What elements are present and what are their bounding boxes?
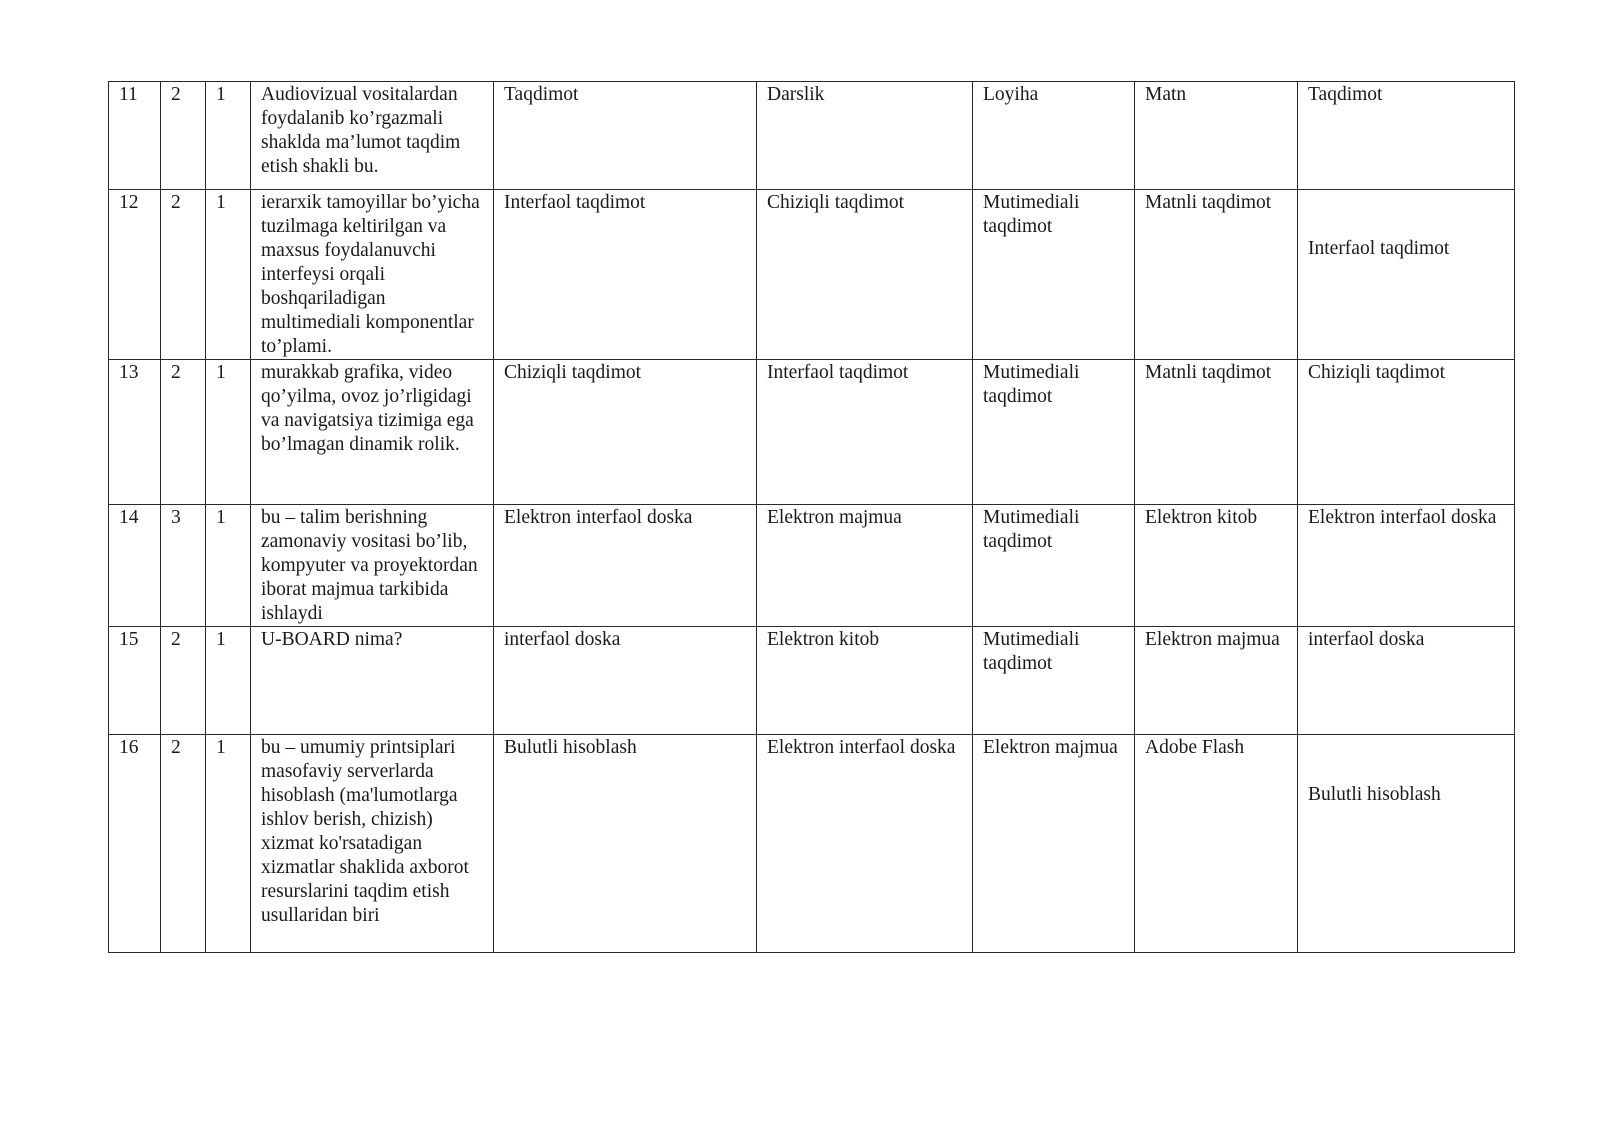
question-number: 16: [109, 735, 161, 953]
option-d: Elektron majmua: [1135, 627, 1298, 735]
option-a: Elektron interfaol doska: [494, 505, 757, 627]
option-b: Elektron interfaol doska: [757, 735, 973, 953]
question-text: U-BOARD nima?: [251, 627, 494, 735]
score-value: 1: [206, 82, 251, 190]
question-text: murakkab grafika, video qo’yilma, ovoz jo’rligidagi va navigatsiya tizimiga ega bo’lmagan dinamik rolik.: [251, 360, 494, 505]
correct-answer: Bulutli hisoblash: [1298, 735, 1515, 953]
question-text: bu – umumiy printsiplari masofaviy serverlarda hisoblash (ma'lumotlarga ishlov berish, chizish) xizmat ko'rsatadigan xizmatlar shaklida axborot resurslarini taqdim etish usullaridan biri: [251, 735, 494, 953]
option-b: Chiziqli taqdimot: [757, 190, 973, 360]
difficulty-level: 2: [161, 627, 206, 735]
option-d: Matn: [1135, 82, 1298, 190]
option-a: Interfaol taqdimot: [494, 190, 757, 360]
correct-answer: interfaol doska: [1298, 627, 1515, 735]
quiz-table: [108, 81, 1515, 953]
option-b: Elektron majmua: [757, 505, 973, 627]
option-c: Elektron majmua: [973, 735, 1135, 953]
score-value: 1: [206, 190, 251, 360]
table-row: [109, 190, 1515, 360]
option-a: Taqdimot: [494, 82, 757, 190]
question-number: 12: [109, 190, 161, 360]
question-number: 14: [109, 505, 161, 627]
question-number: 13: [109, 360, 161, 505]
table-row: [109, 627, 1515, 735]
table-row: [109, 82, 1515, 190]
option-c: Mutimediali taqdimot: [973, 505, 1135, 627]
option-b: Darslik: [757, 82, 973, 190]
difficulty-level: 2: [161, 82, 206, 190]
difficulty-level: 2: [161, 735, 206, 953]
question-text: ierarxik tamoyillar bo’yicha tuzilmaga keltirilgan va maxsus foydalanuvchi interfeysi orqali boshqariladigan multimediali komponentlar to’plami.: [251, 190, 494, 360]
option-a: Chiziqli taqdimot: [494, 360, 757, 505]
score-value: 1: [206, 627, 251, 735]
option-c: Loyiha: [973, 82, 1135, 190]
option-d: Elektron kitob: [1135, 505, 1298, 627]
correct-answer: Elektron interfaol doska: [1298, 505, 1515, 627]
option-d: Matnli taqdimot: [1135, 190, 1298, 360]
correct-answer: Interfaol taqdimot: [1298, 190, 1515, 360]
question-number: 15: [109, 627, 161, 735]
table-row: [109, 505, 1515, 627]
option-c: Mutimediali taqdimot: [973, 360, 1135, 505]
difficulty-level: 3: [161, 505, 206, 627]
option-b: Elektron kitob: [757, 627, 973, 735]
score-value: 1: [206, 505, 251, 627]
score-value: 1: [206, 735, 251, 953]
question-text: Audiovizual vositalardan foydalanib ko’rgazmali shaklda ma’lumot taqdim etish shakli bu.: [251, 82, 494, 190]
option-b: Interfaol taqdimot: [757, 360, 973, 505]
option-c: Mutimediali taqdimot: [973, 627, 1135, 735]
option-d: Adobe Flash: [1135, 735, 1298, 953]
option-a: interfaol doska: [494, 627, 757, 735]
correct-answer: Taqdimot: [1298, 82, 1515, 190]
table-row: [109, 360, 1515, 505]
correct-answer: Chiziqli taqdimot: [1298, 360, 1515, 505]
option-c: Mutimediali taqdimot: [973, 190, 1135, 360]
difficulty-level: 2: [161, 190, 206, 360]
score-value: 1: [206, 360, 251, 505]
option-a: Bulutli hisoblash: [494, 735, 757, 953]
question-number: 11: [109, 82, 161, 190]
difficulty-level: 2: [161, 360, 206, 505]
option-d: Matnli taqdimot: [1135, 360, 1298, 505]
table-row: [109, 735, 1515, 953]
question-text: bu – talim berishning zamonaviy vositasi bo’lib, kompyuter va proyektordan iborat majmua tarkibida ishlaydi: [251, 505, 494, 627]
